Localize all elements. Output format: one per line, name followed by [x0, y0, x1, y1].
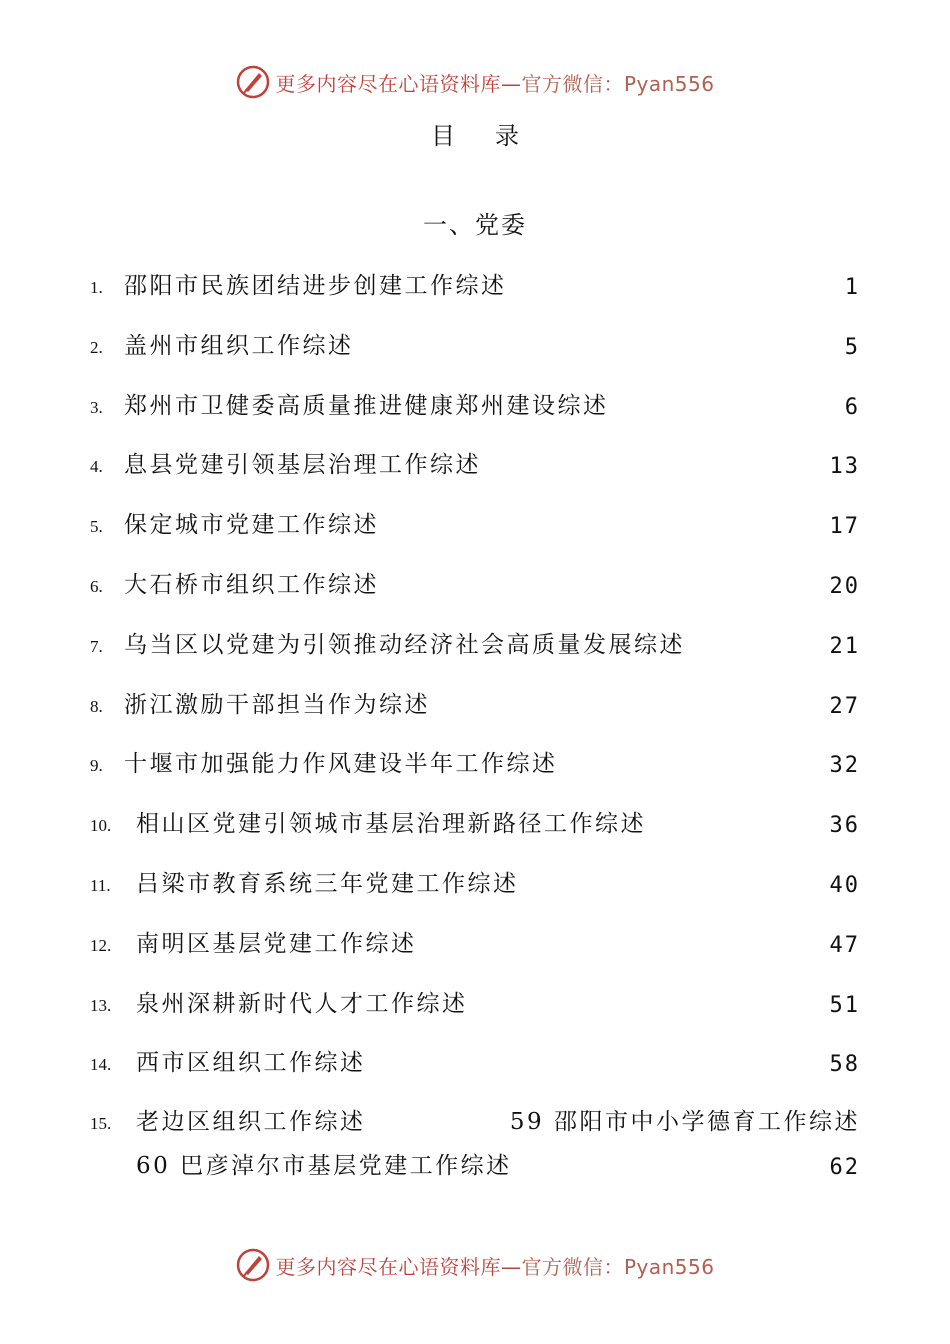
toc-entry-number: 3.	[90, 398, 103, 417]
toc-entry-title: 保定城市党建工作综述	[124, 512, 379, 538]
toc-entry-number: 5.	[90, 517, 103, 536]
toc-entry-page: 27	[829, 694, 860, 719]
watermark-banner-bottom	[0, 1245, 950, 1285]
toc-entry[interactable]	[90, 982, 860, 1018]
toc-entry-title: 息县党建引领基层治理工作综述	[124, 452, 481, 478]
toc-entry-title: 十堰市加强能力作风建设半年工作综述	[124, 751, 558, 777]
toc-entry-title: 郑州市卫健委高质量推进健康郑州建设综述	[124, 393, 609, 419]
section-heading: 一、党委	[423, 211, 527, 239]
toc-entry-number: 7.	[90, 637, 103, 656]
toc-entry-number: 6.	[90, 577, 103, 596]
toc-entry-number: 2.	[90, 338, 103, 357]
toc-entry-title: 相山区党建引领城市基层治理新路径工作综述	[136, 811, 646, 837]
toc-entry-page: 62	[829, 1155, 860, 1180]
toc-entry-number: 9.	[90, 756, 103, 775]
toc-entry-title: 老边区组织工作综述	[136, 1109, 366, 1135]
toc-entry-page: 32	[829, 753, 860, 778]
toc-entry[interactable]	[90, 802, 860, 838]
toc-entry-continued-title: 60 巴彦淖尔市基层党建工作综述	[136, 1153, 512, 1179]
toc-entry-inline: 59 邵阳市中小学德育工作综述	[509, 1109, 860, 1135]
toc-entry-continued[interactable]	[90, 1144, 860, 1180]
toc-entry-page: 51	[829, 993, 860, 1018]
toc-entry-title: 浙江激励干部担当作为综述	[124, 692, 430, 718]
toc-entry[interactable]	[90, 563, 860, 599]
toc-entry-title: 吕梁市教育系统三年党建工作综述	[136, 871, 519, 897]
toc-entry-page: 40	[829, 873, 860, 898]
toc-entry-title: 西市区组织工作综述	[136, 1050, 366, 1076]
toc-entry-page: 1	[844, 275, 860, 300]
toc-entry-title: 泉州深耕新时代人才工作综述	[136, 991, 468, 1017]
watermark-banner-top	[0, 62, 950, 102]
toc-entry-page: 58	[829, 1052, 860, 1077]
banner-text: 更多内容尽在心语资料库—	[275, 71, 522, 96]
toc-entry[interactable]	[90, 324, 860, 360]
toc-entry[interactable]	[90, 922, 860, 958]
banner-contact: 官方微信：Pyan556	[521, 1254, 715, 1279]
toc-entry[interactable]	[90, 862, 860, 898]
toc-entry-page: 17	[829, 514, 860, 539]
toc-entry[interactable]	[90, 264, 860, 300]
toc-entry-number: 11.	[90, 876, 111, 895]
toc-entry-title: 盖州市组织工作综述	[124, 333, 354, 359]
toc-entry[interactable]	[90, 742, 860, 778]
toc-entry-page: 20	[829, 574, 860, 599]
toc-entry-page: 5	[844, 335, 860, 360]
page-title: 目录	[431, 122, 559, 150]
toc-entry-title: 南明区基层党建工作综述	[136, 931, 417, 957]
toc-entry-number: 13.	[90, 996, 112, 1015]
toc-entry[interactable]	[90, 683, 860, 719]
banner-contact: 官方微信：Pyan556	[521, 71, 715, 96]
toc-entry[interactable]	[90, 384, 860, 420]
toc-entry-page: 13	[829, 454, 860, 479]
toc-entry-number: 12.	[90, 936, 112, 955]
toc-entry[interactable]	[90, 1100, 860, 1136]
toc-entry-number: 4.	[90, 457, 103, 476]
toc-entry-number: 8.	[90, 697, 103, 716]
quill-logo-icon	[235, 1247, 271, 1283]
banner-text: 更多内容尽在心语资料库—	[275, 1254, 522, 1279]
toc-entry[interactable]	[90, 623, 860, 659]
toc-entry-page: 47	[829, 933, 860, 958]
toc-entry-page: 6	[844, 395, 860, 420]
toc-entry-page: 21	[829, 634, 860, 659]
toc-entry[interactable]	[90, 503, 860, 539]
toc-entry-page: 36	[829, 813, 860, 838]
toc-entry-number: 15.	[90, 1114, 112, 1133]
toc-entry-title: 大石桥市组织工作综述	[124, 572, 379, 598]
toc-entry-title: 邵阳市民族团结进步创建工作综述	[124, 273, 507, 299]
toc-entry-number: 10.	[90, 816, 112, 835]
toc-entry[interactable]	[90, 443, 860, 479]
toc-entry-title: 乌当区以党建为引领推动经济社会高质量发展综述	[124, 632, 685, 658]
toc-entry-number: 1.	[90, 278, 103, 297]
toc-entry-number: 14.	[90, 1055, 112, 1074]
toc-entry[interactable]	[90, 1041, 860, 1077]
quill-logo-icon	[235, 64, 271, 100]
